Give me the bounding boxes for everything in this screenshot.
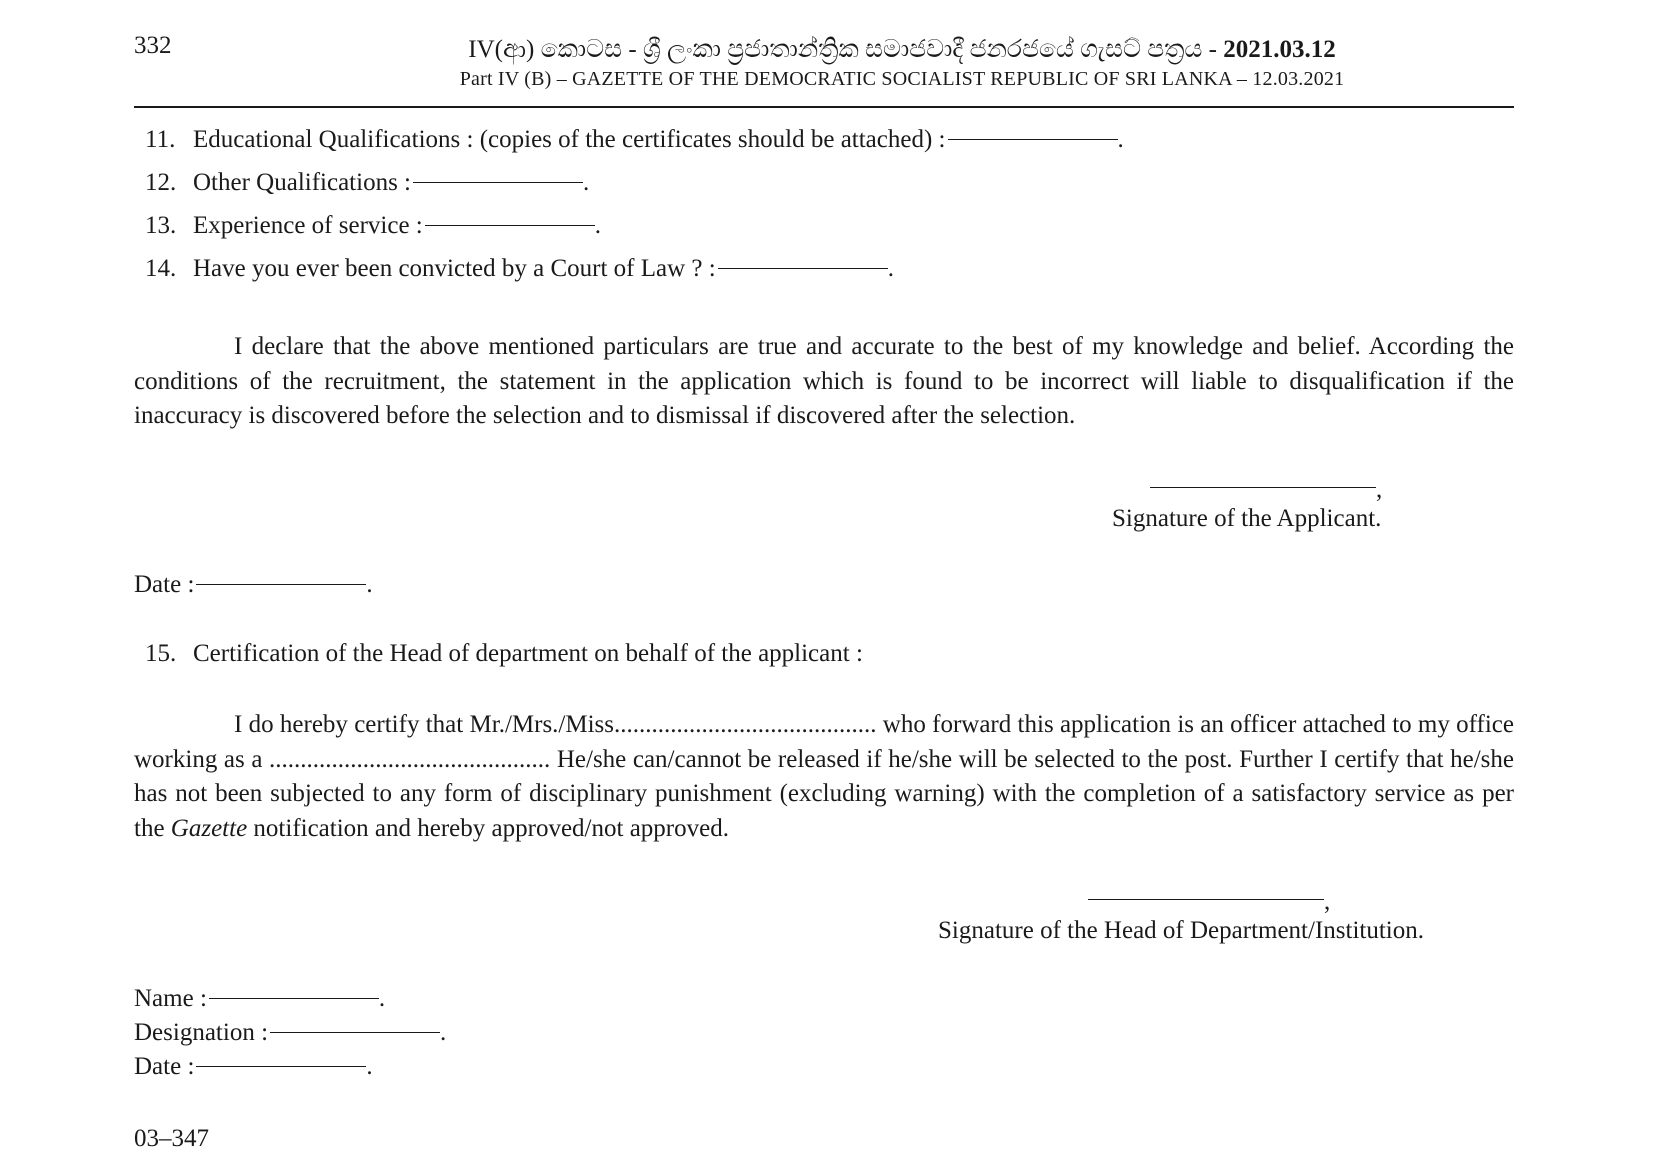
answer-blank (425, 225, 595, 226)
date-blank (196, 584, 366, 585)
item-15-certification-heading (145, 640, 863, 668)
comma: , (1376, 476, 1383, 503)
date-label: Date : (134, 1053, 195, 1080)
sinhala-date: 2021.03.12 (1223, 36, 1336, 63)
applicant-signature-line (1150, 487, 1376, 488)
date-blank (196, 1066, 366, 1067)
applicant-date-field (134, 571, 373, 599)
name-field (134, 985, 385, 1013)
period: . (440, 1019, 447, 1046)
item-label: Other Qualifications : (193, 169, 411, 196)
item-12-other-qualifications (145, 169, 589, 197)
period: . (366, 571, 373, 598)
certification-text: I do hereby certify that Mr./Mrs./Miss.......................................... who forward this application is an officer attached to my office working as a ............................................. He/she can/cannot be released if he/she will be selected to the post. Further I certify that he/she has not been subjected to any form of disciplinary punishment (excluding warning) with the completion of a satisfactory service as per the (134, 711, 1514, 842)
period: . (1117, 126, 1124, 153)
period: . (594, 212, 601, 239)
designation-label: Designation : (134, 1019, 269, 1046)
applicant-signature-label: Signature of the Applicant. (1112, 505, 1382, 532)
answer-blank (413, 182, 583, 183)
item-label: Have you ever been convicted by a Court of Law ? : (193, 255, 716, 282)
head-date-field (134, 1053, 373, 1081)
item-label: Educational Qualifications : (copies of the certificates should be attached) : (193, 126, 946, 153)
period: . (583, 169, 590, 196)
gazette-reference-number: 03–347 (134, 1125, 209, 1152)
head-signature-line (1088, 899, 1324, 900)
item-number: 13. (145, 212, 177, 239)
name-blank (209, 998, 379, 999)
period: . (378, 985, 386, 1012)
date-label: Date : (134, 571, 195, 598)
comma: , (1324, 888, 1331, 915)
sinhala-title: IV(ආ) කොටස - ශ්‍රී ලංකා ප්‍රජාතාන්ත්‍රික සමාජවාදී ජනරජයේ ගැසට් පත්‍රය - (468, 36, 1217, 63)
designation-blank (270, 1032, 440, 1033)
period: . (366, 1053, 373, 1080)
item-number: 14. (145, 255, 177, 282)
gazette-header-english: Part IV (B) – GAZETTE OF THE DEMOCRATIC SOCIALIST REPUBLIC OF SRI LANKA – 12.03.2021 (459, 68, 1345, 90)
declaration-paragraph: I declare that the above mentioned particulars are true and accurate to the best of my knowledge and belief. According the conditions of the recruitment, the statement in the application which is found to be incorrect will liable to disqualification if the inaccuracy is discovered before the selection and to dismissal if discovered after the selection. (134, 333, 1514, 429)
item-11-educational-qualifications (145, 126, 1124, 154)
item-label: Certification of the Head of department on behalf of the applicant : (193, 640, 863, 667)
item-number: 15. (145, 640, 177, 667)
gazette-header-sinhala (0, 36, 1654, 64)
certification-text-end: notification and hereby approved/not approved. (247, 814, 729, 842)
item-14-court-conviction (145, 255, 894, 283)
item-number: 11. (145, 126, 176, 153)
item-label: Experience of service : (193, 212, 423, 239)
period: . (887, 255, 894, 282)
page-number: 332 (134, 32, 172, 59)
gazette-italic: Gazette (170, 814, 248, 842)
item-number: 12. (145, 169, 177, 196)
certification-paragraph (134, 708, 1514, 846)
answer-blank (718, 268, 888, 269)
item-13-experience-of-service (145, 212, 601, 240)
name-label: Name : (134, 985, 207, 1012)
answer-blank (948, 139, 1118, 140)
designation-field (134, 1019, 446, 1047)
header-divider (134, 106, 1514, 108)
head-signature-label: Signature of the Head of Department/Institution. (938, 917, 1424, 944)
